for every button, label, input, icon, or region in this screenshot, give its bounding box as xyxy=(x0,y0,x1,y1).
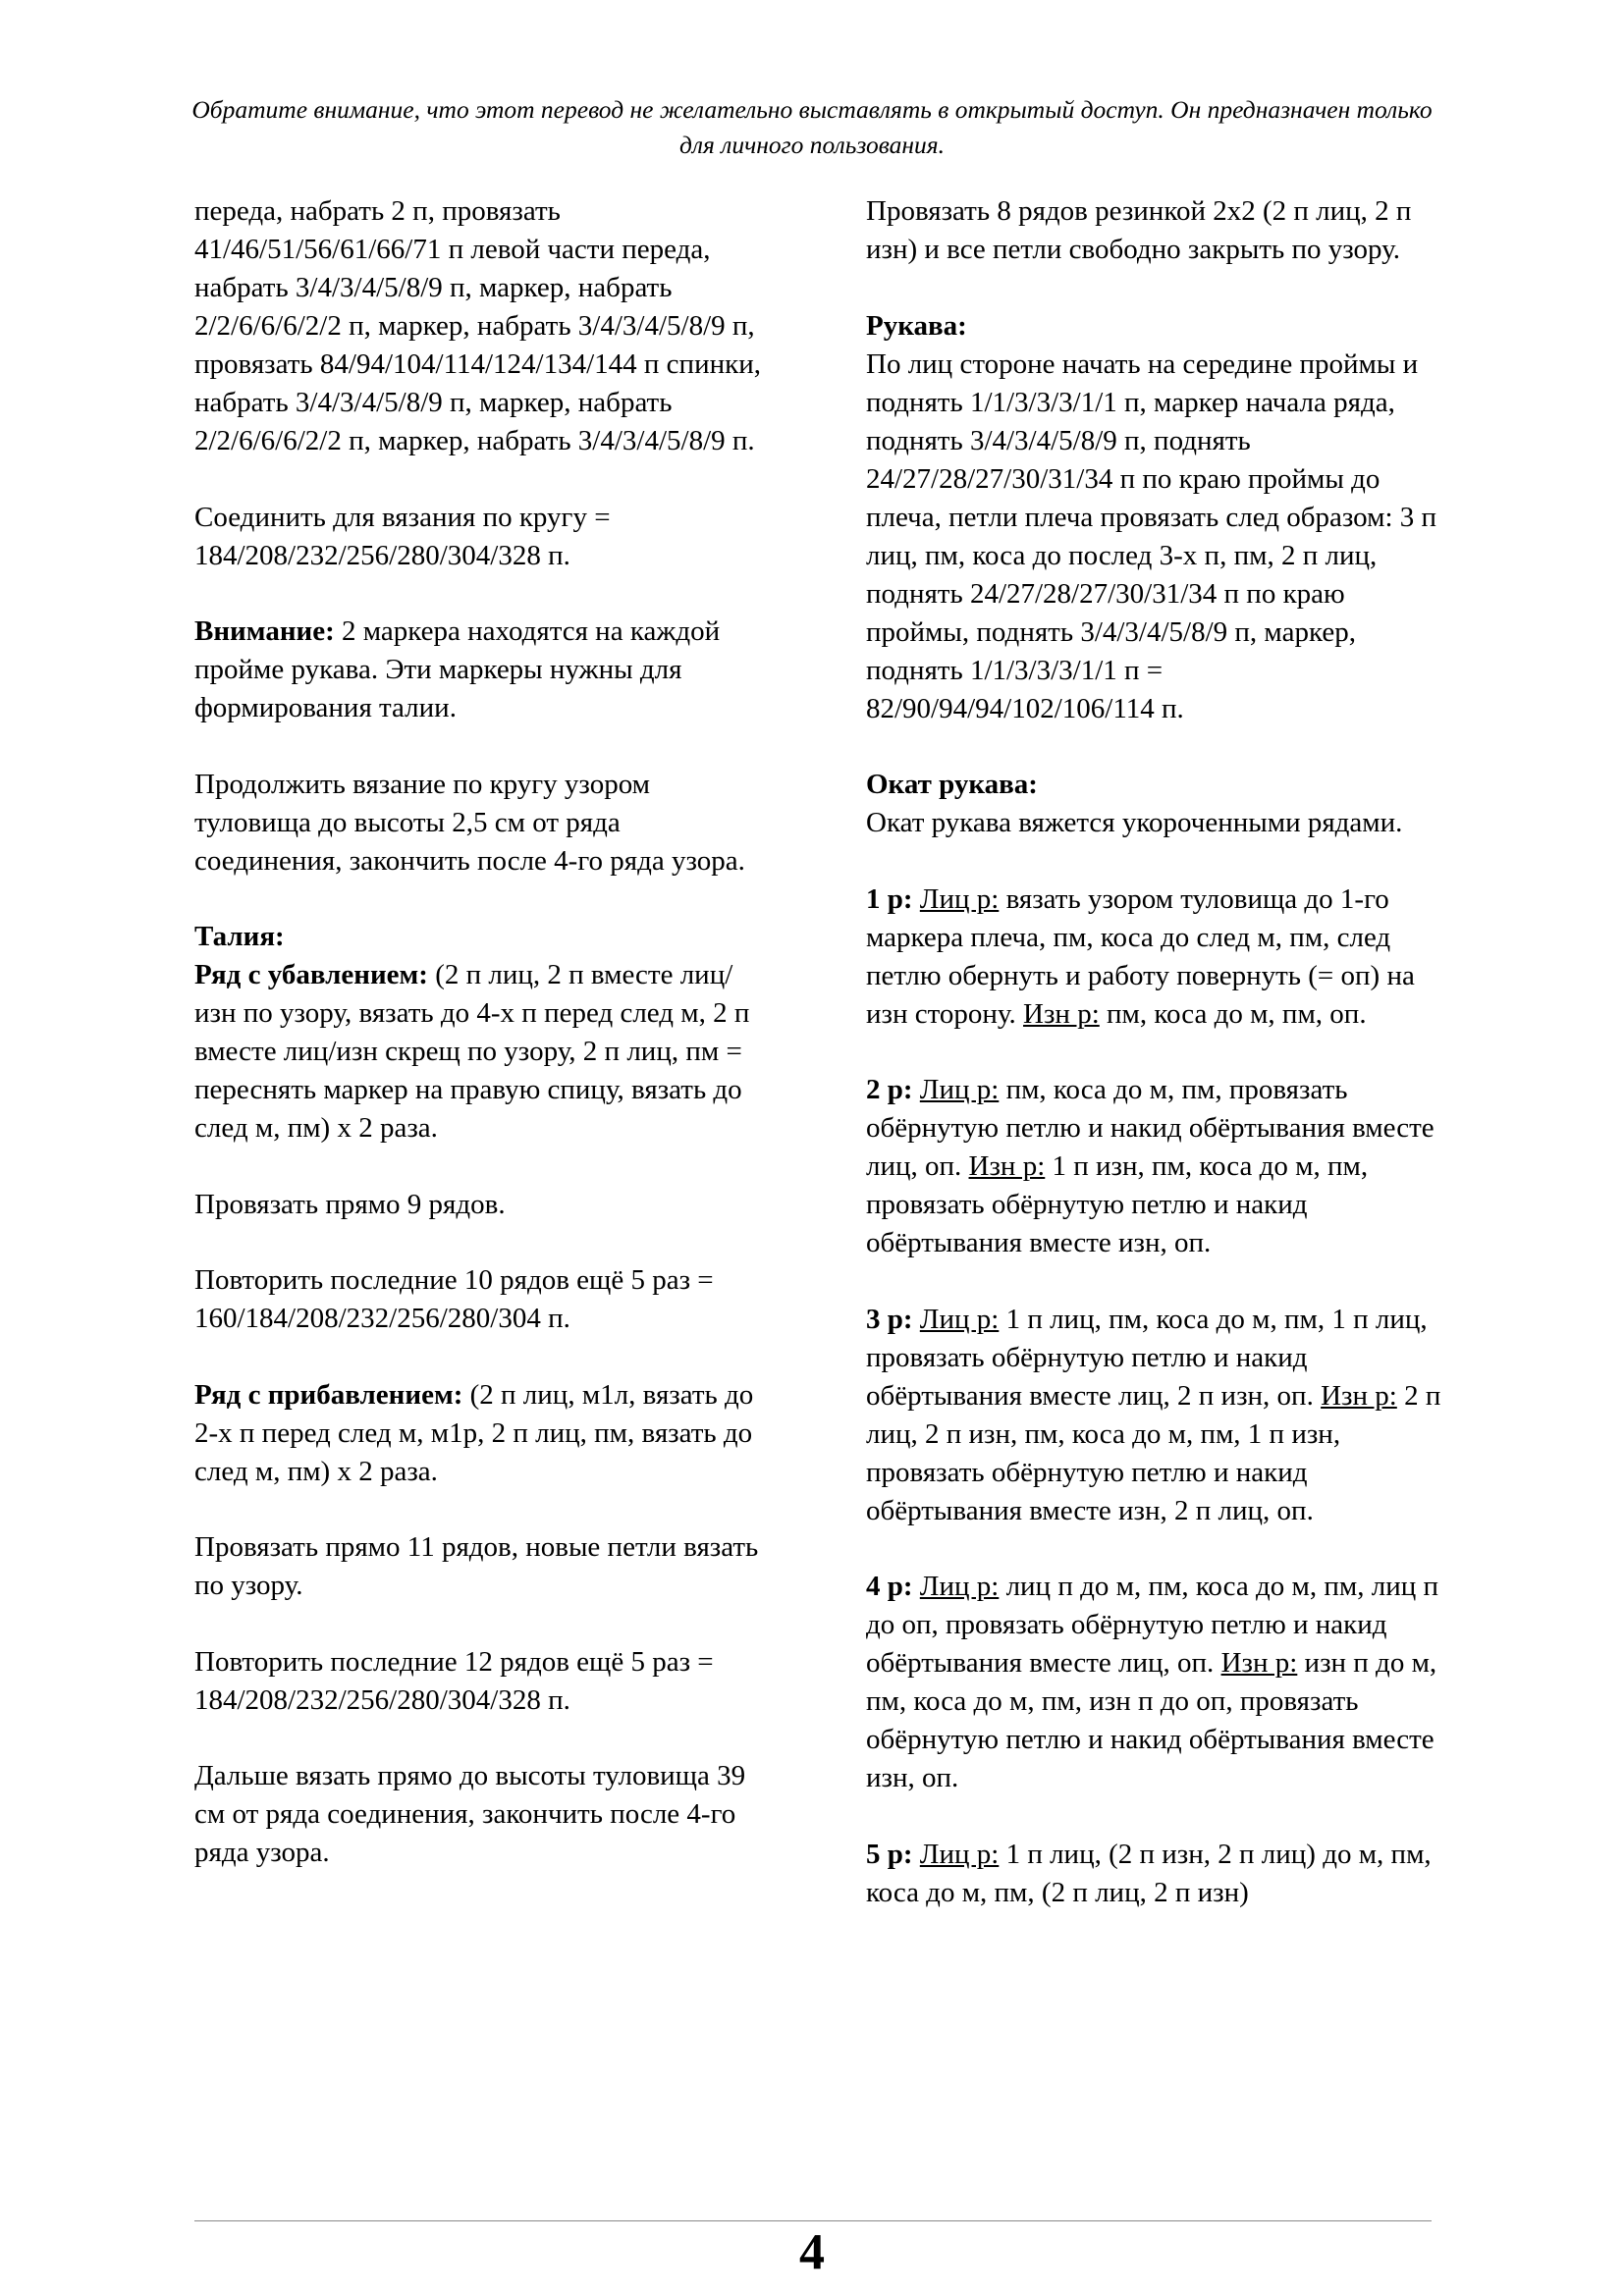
increase-paragraph xyxy=(194,1376,774,1491)
page-number: 4 xyxy=(799,2224,825,2280)
row-instruction-2 xyxy=(866,1071,1453,1262)
section-heading-sleeves: Рукава: xyxy=(866,309,967,342)
ws-text: пм, коса до м, пм, оп. xyxy=(1099,997,1367,1030)
row-number: 5 р: xyxy=(866,1838,913,1870)
sleeve-cap-text: Окат рукава вяжется укороченными рядами. xyxy=(866,807,1403,838)
rs-text: лиц п до м, пм, коса до м, пм, лиц п до оп, провязать обёрнутую петлю и накид обёртывания вместе лиц, оп. xyxy=(866,1571,1439,1679)
rs-label: Лиц р: xyxy=(919,882,1000,915)
section-heading-sleeve-cap: Окат рукава: xyxy=(866,769,1038,800)
paragraph xyxy=(194,1186,774,1224)
row-number: 4 р: xyxy=(866,1571,913,1602)
attention-label: Внимание: xyxy=(194,615,335,647)
increase-row-label: Ряд с прибавлением: xyxy=(194,1378,463,1411)
paragraph-text: Повторить последние 10 рядов ещё 5 раз = 160/184/208/232/256/280/304 п. xyxy=(194,1264,714,1334)
row-number: 1 р: xyxy=(866,882,913,915)
paragraph-text: Провязать 8 рядов резинкой 2х2 (2 п лиц, 2 п изн) и все петли свободно закрыть по узору. xyxy=(866,195,1412,265)
ws-text: 2 п лиц, 2 п изн, пм, коса до м, пм, 1 п изн, провязать обёрнутую петлю и накид обёртывания вместе изн, 2 п лиц, оп. xyxy=(866,1379,1441,1526)
ws-label: Изн р: xyxy=(968,1150,1046,1182)
ws-label: Изн р: xyxy=(1321,1379,1397,1412)
rs-label: Лиц р: xyxy=(919,1838,1000,1870)
row-instruction-4 xyxy=(866,1568,1453,1797)
copyright-notice: Обратите внимание, что этот перевод не желательно выставлять в открытый доступ. Он предназначен только для личного пользования. xyxy=(191,95,1433,160)
row-instruction-3 xyxy=(866,1301,1453,1530)
paragraph-text: переда, набрать 2 п, провязать 41/46/51/56/61/66/71 п левой части переда, набрать 3/4/3/4/5/8/9 п, маркер, набрать 2/2/6/6/6/2/2 п, маркер, набрать 3/4/3/4/5/8/9 п, провязать 84/94/104/114/124/134/144 п спинки, набрать 3/4/3/4/5/8/9 п, маркер, набрать 2/2/6/6/6/2/2 п, маркер, набрать 3/4/3/4/5/8/9 п. xyxy=(194,195,761,456)
rs-text: 1 п лиц, пм, коса до м, пм, 1 п лиц, провязать обёрнутую петлю и накид обёртывания вместе лиц, 2 п изн, оп. xyxy=(866,1303,1428,1412)
paragraph-text: Продолжить вязание по кругу узором туловища до высоты 2,5 см от ряда соединения, закончить после 4-го ряда узора. xyxy=(194,768,745,877)
paragraph xyxy=(866,192,1453,269)
paragraph xyxy=(194,1261,774,1338)
footer-divider xyxy=(194,2220,1432,2221)
row-instruction-5 xyxy=(866,1836,1453,1912)
attention-text: 2 маркера находятся на каждой пройме рукава. Эти маркеры нужны для формирования талии. xyxy=(194,615,721,723)
row-instruction-1 xyxy=(866,881,1453,1034)
right-column xyxy=(866,192,1453,1949)
ws-text: изн п до м, пм, коса до м, пм, изн п до оп, провязать обёрнутую петлю и накид обёртывания вместе изн, оп. xyxy=(866,1647,1437,1793)
paragraph-text: Повторить последние 12 рядов ещё 5 раз = 184/208/232/256/280/304/328 п. xyxy=(194,1645,714,1716)
paragraph xyxy=(194,766,774,881)
rs-label: Лиц р: xyxy=(919,1074,1000,1105)
left-column xyxy=(194,192,774,1910)
waist-section xyxy=(194,918,774,1148)
paragraph-text: Дальше вязать прямо до высоты туловища 39 см от ряда соединения, закончить после 4-го ряда узора. xyxy=(194,1760,746,1868)
rs-text: 1 п лиц, (2 п изн, 2 п лиц) до м, пм, коса до м, пм, (2 п лиц, 2 п изн) xyxy=(866,1838,1432,1908)
decrease-row-label: Ряд с убавлением: xyxy=(194,959,428,990)
row-number: 2 р: xyxy=(866,1074,913,1105)
paragraph xyxy=(194,499,774,575)
paragraph-text: Соединить для вязания по кругу = 184/208/232/256/280/304/328 п. xyxy=(194,501,611,571)
sleeves-section xyxy=(866,307,1453,728)
paragraph-text: Провязать прямо 9 рядов. xyxy=(194,1188,506,1220)
increase-row-text: (2 п лиц, м1л, вязать до 2-х п перед след м, м1р, 2 п лиц, пм, вязать до след м, пм) х 2 раза. xyxy=(194,1378,754,1487)
paragraph xyxy=(194,1528,774,1605)
attention-paragraph xyxy=(194,613,774,727)
rs-label: Лиц р: xyxy=(919,1303,1000,1335)
paragraph xyxy=(194,192,774,460)
ws-label: Изн р: xyxy=(1023,997,1100,1030)
rs-text: пм, коса до м, пм, провязать обёрнутую петлю и накид обёртывания вместе лиц, оп. xyxy=(866,1074,1435,1182)
paragraph xyxy=(194,1643,774,1720)
sleeve-cap-section xyxy=(866,766,1453,842)
row-number: 3 р: xyxy=(866,1303,913,1335)
decrease-row-text: (2 п лиц, 2 п вместе лиц/изн по узору, вязать до 4-х п перед след м, 2 п вместе лиц/изн скрещ по узору, 2 п лиц, пм = переснять маркер на правую спицу, вязать до след м, пм) х 2 раза. xyxy=(194,959,750,1144)
paragraph-text: Провязать прямо 11 рядов, новые петли вязать по узору. xyxy=(194,1531,759,1601)
paragraph xyxy=(194,1757,774,1872)
ws-text: 1 п изн, пм, коса до м, пм, провязать обёрнутую петлю и накид обёртывания вместе изн, оп. xyxy=(866,1150,1369,1258)
section-heading-waist: Талия: xyxy=(194,921,285,952)
ws-label: Изн р: xyxy=(1220,1647,1298,1679)
sleeves-text: По лиц стороне начать на середине проймы и поднять 1/1/3/3/3/1/1 п, маркер начала ряда, поднять 3/4/3/4/5/8/9 п, поднять 24/27/28/27/30/31/34 п по краю проймы до плеча, петли плеча провязать след образом: 3 п лиц, пм, коса до послед 3-х п, пм, 2 п лиц, поднять 24/27/28/27/30/31/34 п по краю проймы, поднять 3/4/3/4/5/8/9 п, маркер, поднять 1/1/3/3/3/1/1 п = 82/90/94/94/102/106/114 п. xyxy=(866,347,1437,724)
rs-text: вязать узором туловища до 1-го маркера плеча, пм, коса до след м, пм, след петлю обернуть и работу повернуть (= оп) на изн сторону. xyxy=(866,882,1415,1030)
rs-label: Лиц р: xyxy=(919,1571,1000,1602)
